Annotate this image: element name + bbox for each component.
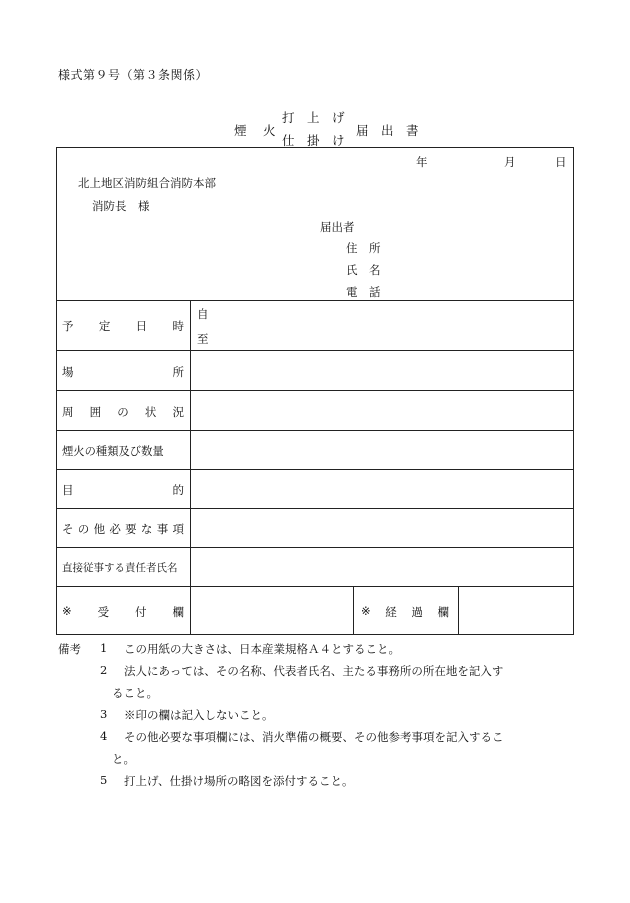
label-purpose: 目 的 <box>62 483 184 497</box>
form-number: 様式第９号（第３条関係） <box>58 68 209 82</box>
note-text: この用紙の大きさは、日本産業規格Ａ４とすること。 <box>124 642 400 656</box>
row-divider <box>56 508 574 509</box>
column-divider <box>190 300 191 635</box>
note-number: 5 <box>100 773 108 787</box>
date-to: 至 <box>197 332 209 346</box>
column-divider <box>458 586 459 635</box>
label-reception: ※ 受 付 欄 <box>62 604 184 619</box>
row-divider <box>56 469 574 470</box>
title-right: 届 出 書 <box>356 123 419 138</box>
date-day: 日 <box>555 155 567 169</box>
row-divider <box>56 350 574 351</box>
row-divider <box>56 586 574 587</box>
label-responsible-person: 直接従事する責任者氏名 <box>62 562 178 574</box>
row-divider <box>56 390 574 391</box>
note-text: ※印の欄は記入しないこと。 <box>124 708 274 722</box>
note-text: その他必要な事項欄には、消火準備の概要、その他参考事項を記入するこ <box>124 730 504 744</box>
label-location: 場 所 <box>62 365 184 379</box>
date-from: 自 <box>197 307 209 321</box>
note-number: 2 <box>100 663 108 677</box>
label-other-matters: そ の 他 必 要 な 事 項 <box>62 522 184 536</box>
notes-heading: 備考 <box>58 642 81 656</box>
note-text: 法人にあっては、その名称、代表者氏名、主たる事務所の所在地を記入す <box>124 664 504 678</box>
note-text-continued: ること。 <box>112 686 158 700</box>
title-stack-top: 打 上 げ <box>282 110 345 125</box>
note-number: 1 <box>100 641 108 655</box>
row-divider <box>56 430 574 431</box>
column-divider <box>353 586 354 635</box>
note-number: 3 <box>100 707 108 721</box>
notifier-address: 住 所 <box>346 241 381 255</box>
addressee-org: 北上地区消防組合消防本部 <box>78 176 216 190</box>
title-char-1: 煙 <box>234 123 247 138</box>
notifier-heading: 届出者 <box>320 220 355 234</box>
note-number: 4 <box>100 729 108 743</box>
notifier-phone: 電 話 <box>346 285 381 299</box>
title-char-2: 火 <box>263 123 276 138</box>
date-month: 月 <box>504 155 516 169</box>
label-fireworks-type: 煙火の種類及び数量 <box>62 445 164 458</box>
title-stack-bottom: 仕 掛 け <box>282 133 345 148</box>
label-progress: ※ 経 過 欄 <box>361 604 449 619</box>
date-year: 年 <box>416 155 428 169</box>
label-scheduled-date: 予 定 日 時 <box>62 319 184 333</box>
label-surroundings: 周 囲 の 状 況 <box>62 405 184 419</box>
row-divider <box>56 547 574 548</box>
note-text: 打上げ、仕掛け場所の略図を添付すること。 <box>124 774 354 788</box>
addressee-recipient: 消防長 様 <box>92 199 150 213</box>
note-text-continued: と。 <box>112 752 135 766</box>
notifier-name: 氏 名 <box>346 263 381 277</box>
row-divider <box>56 300 574 301</box>
